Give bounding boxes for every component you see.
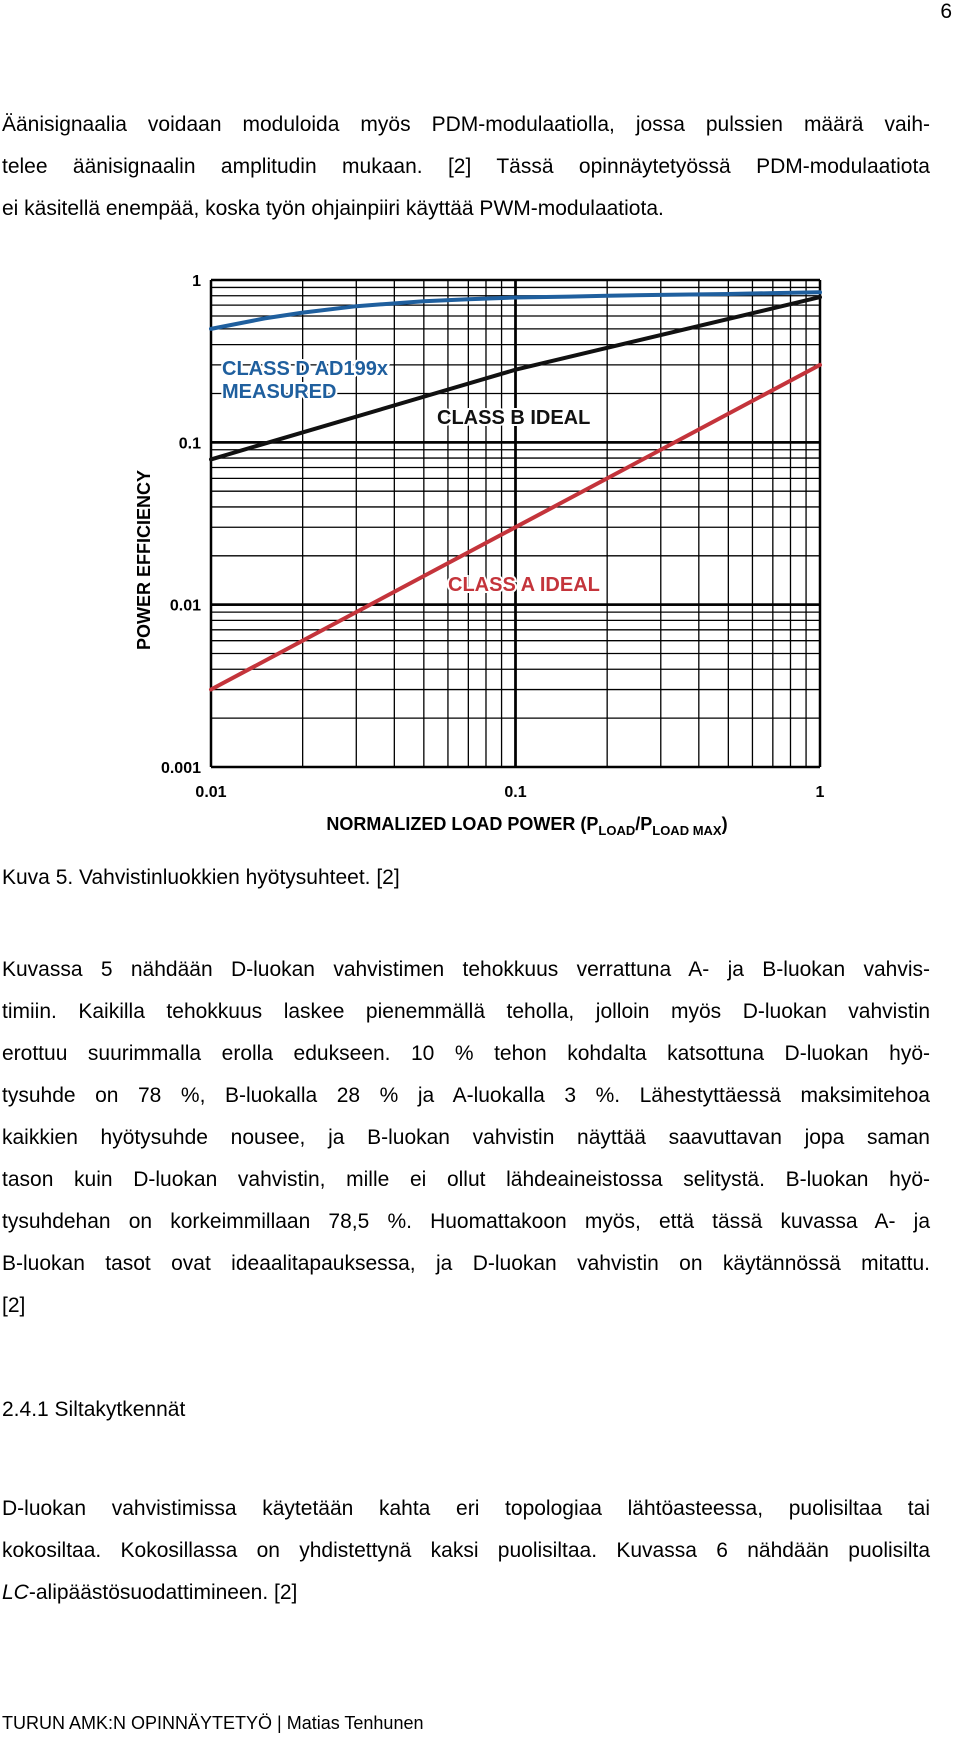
text-line: Kuvassa 5 nähdään D-luokan vahvistimen tehokkuus verrattuna A- ja B-luokan vahvis- [2, 958, 930, 981]
text-line-last [2, 1572, 930, 1614]
efficiency-chart [0, 260, 960, 840]
text-line: Äänisignaalia voidaan moduloida myös PDM-modulaatiolla, jossa pulssien määrä vaih- [2, 113, 930, 136]
text-line: D-luokan vahvistimissa käytetään kahta eri topologiaa lähtöasteessa, puolisiltaa tai [2, 1497, 930, 1520]
text-line: B-luokan tasot ovat ideaalitapauksessa, ja D-luokan vahvistin on käytännössä mitattu. [2, 1252, 930, 1275]
text-line-rest: -alipäästösuodattimineen. [2] [28, 1581, 298, 1604]
footer: TURUN AMK:N OPINNÄYTETYÖ | Matias Tenhunen [2, 1713, 424, 1733]
series-label-class-b: CLASS B IDEAL [437, 407, 591, 429]
x-axis-label-main: NORMALIZED LOAD POWER (P [326, 814, 599, 834]
chart-ticks [161, 273, 825, 801]
x-axis-label-mid: /P [635, 814, 653, 834]
italic-term: LC [2, 1581, 29, 1604]
x-axis-label-sub1: LOAD [598, 823, 636, 838]
x-axis-label-end: ) [721, 814, 728, 834]
section-heading: 2.4.1 Siltakytkennät [2, 1398, 186, 1421]
figure-caption: Kuva 5. Vahvistinluokkien hyötysuhteet. [2] [2, 866, 400, 889]
paragraph-comparison [2, 949, 930, 1327]
page-number: 6 [940, 0, 952, 23]
text-line: tysuhdehan on korkeimmillaan 78,5 %. Huomattakoon myös, että tässä kuvassa A- ja [2, 1210, 930, 1233]
x-tick-label: 0.1 [504, 784, 527, 801]
y-tick-label: 0.001 [160, 760, 201, 777]
y-tick-label: 0.1 [178, 435, 201, 453]
series-label-class-d: CLASS D AD199x [222, 358, 388, 380]
text-line: timiin. Kaikilla tehokkuus laskee pienemmällä teholla, jolloin myös D-luokan vahvistin [2, 1000, 930, 1023]
text-line: kaikkien hyötysuhde nousee, ja B-luokan vahvistin näyttää saavuttavan jopa saman [2, 1126, 930, 1149]
y-tick-label: 1 [192, 273, 201, 290]
text-line: ei käsitellä enempää, koska työn ohjainpiiri käyttää PWM-modulaatiota. [2, 197, 664, 220]
x-tick-label: 1 [815, 784, 825, 801]
y-axis-label: POWER EFFICIENCY [134, 469, 154, 651]
x-axis-label [326, 814, 727, 838]
text-line: tysuhde on 78 %, B-luokalla 28 % ja A-luokalla 3 %. Lähestyttäessä maksimitehoa [2, 1084, 930, 1107]
x-tick-label: 0.01 [195, 784, 227, 801]
series-label-class-a: CLASS A IDEAL [448, 574, 600, 596]
text-line: erottuu suurimmalla erolla edukseen. 10 % tehon kohdalta katsottuna D-luokan hyö- [2, 1042, 930, 1065]
x-axis-label-sub2: LOAD MAX [652, 823, 722, 838]
paragraph-pdm [2, 104, 930, 230]
chart-grid [211, 280, 820, 767]
text-line: [2] [2, 1294, 26, 1317]
text-line: telee äänisignaalin amplitudin mukaan. [2] Tässä opinnäytetyössä PDM-modulaatiota [2, 155, 930, 178]
y-tick-label: 0.01 [169, 597, 201, 615]
text-line: tason kuin D-luokan vahvistin, mille ei ollut lähdeaineistossa selitystä. B-luokan hyö- [2, 1168, 930, 1191]
text-line: kokosiltaa. Kokosillassa on yhdistettynä kaksi puolisiltaa. Kuvassa 6 nähdään puolisilta [2, 1539, 930, 1562]
paragraph-bridge [2, 1488, 930, 1614]
series-label-class-d-measured: MEASURED [222, 381, 337, 403]
